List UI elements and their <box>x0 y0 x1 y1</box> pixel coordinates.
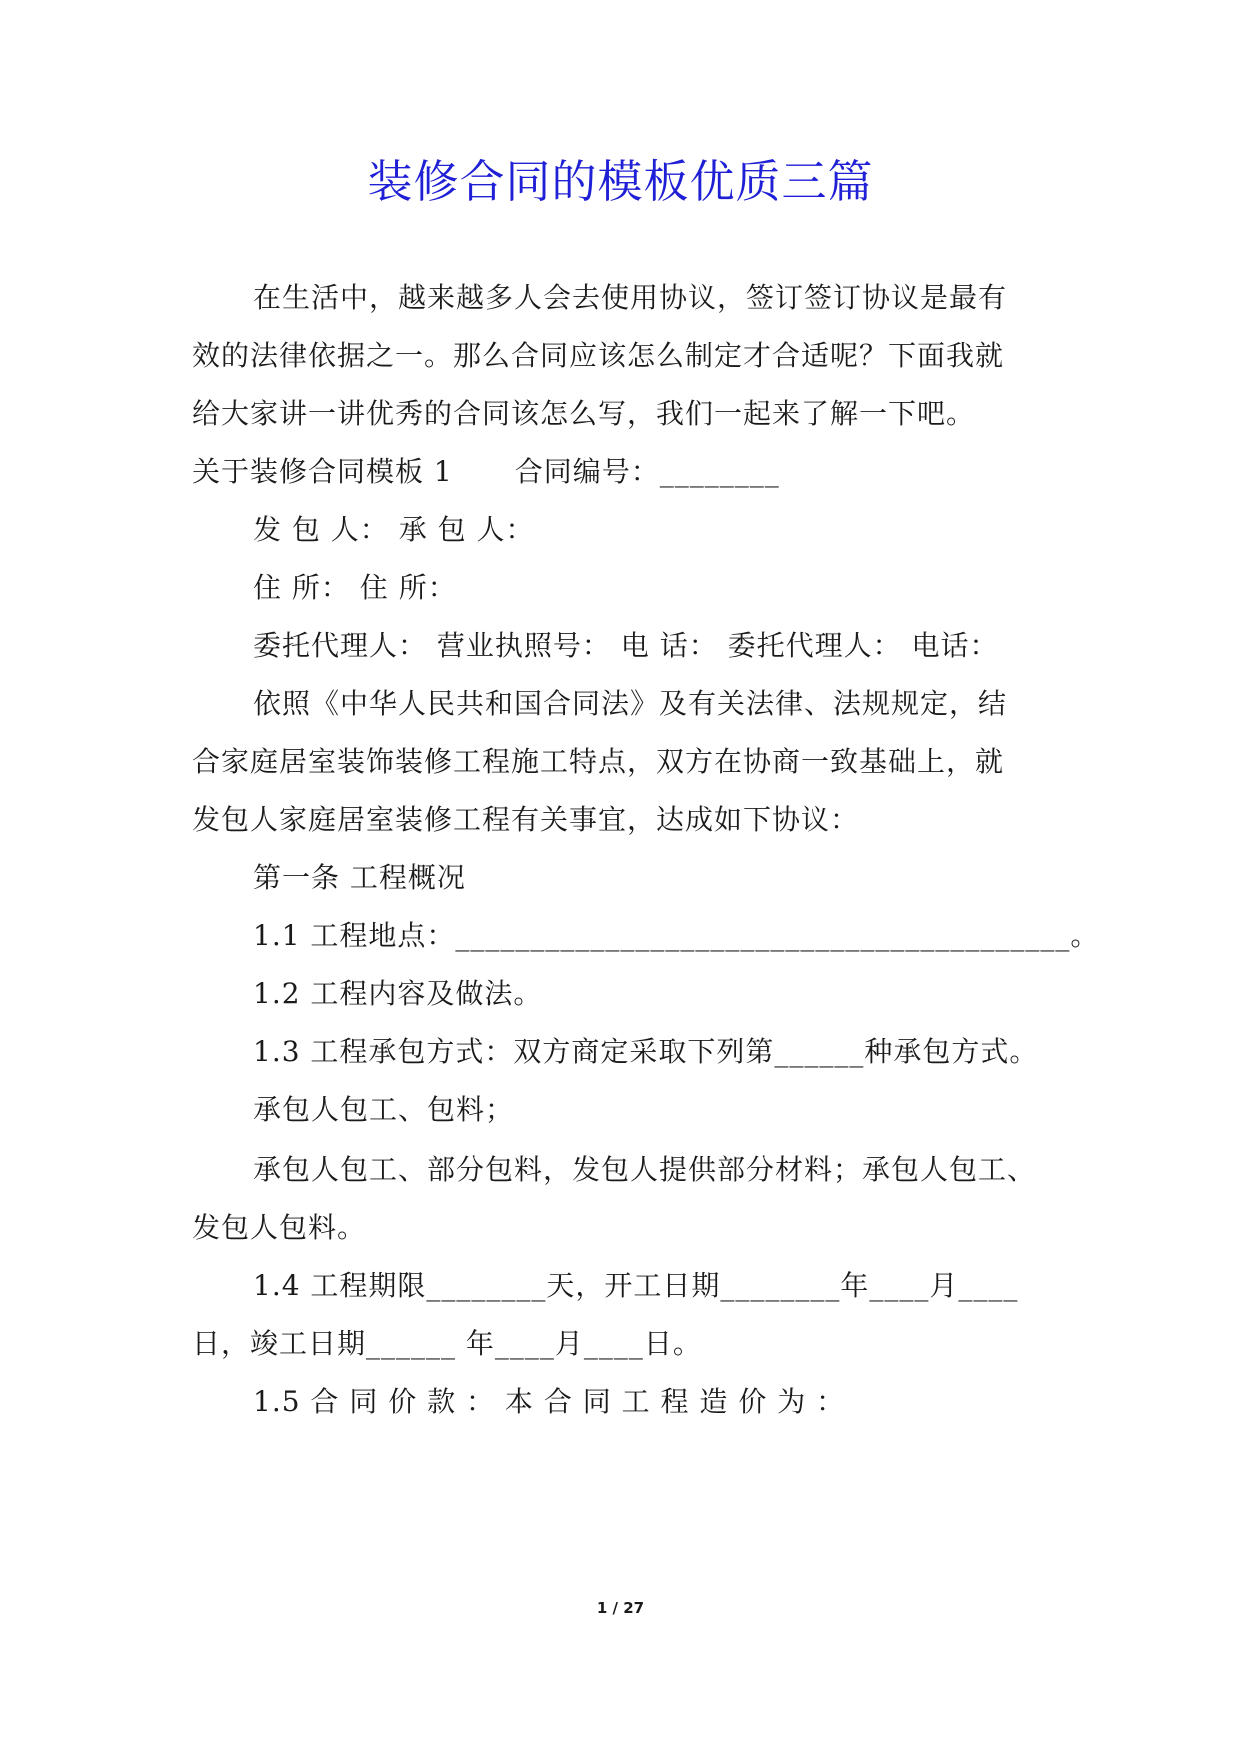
paragraph-line: 发包人家庭居室装修工程有关事宜，达成如下协议： <box>192 803 860 836</box>
contract-heading-line <box>192 452 1062 492</box>
clause-line: 承包人包工、部分包料，发包人提供部分材料；承包人包工、 <box>253 1153 1037 1186</box>
paragraph-line: 合家庭居室装饰装修工程施工特点，双方在协商一致基础上，就 <box>192 745 1005 778</box>
clause-line: 1.5 合 同 价 款 ： 本 合 同 工 程 造 价 为 ： <box>253 1385 846 1418</box>
paragraph-line: 效的法律依据之一。那么合同应该怎么制定才合适呢？下面我就 <box>192 339 1005 372</box>
page-number: 1 / 27 <box>596 1599 645 1617</box>
party-line: 发 包 人： 承 包 人： <box>253 513 535 546</box>
clause-line: 1.3 工程承包方式：双方商定采取下列第______种承包方式。 <box>253 1035 1039 1068</box>
clause-line: 1.1 工程地点：_________________________________________。 <box>253 919 1100 952</box>
clause-line: 1.2 工程内容及做法。 <box>253 977 543 1010</box>
contract-number: 合同编号：________ <box>514 455 780 488</box>
clause-line: 承包人包工、包料； <box>253 1093 515 1126</box>
paragraph-line: 在生活中，越来越多人会去使用协议，签订签订协议是最有 <box>253 281 1008 314</box>
clause-line: 1.4 工程期限________天，开工日期________年____月____ <box>253 1269 1019 1302</box>
agent-line: 委托代理人： 营业执照号： 电 话： 委托代理人： 电话： <box>253 629 999 662</box>
document-title: 装修合同的模板优质三篇 <box>367 155 874 208</box>
address-line: 住 所： 住 所： <box>253 571 457 604</box>
paragraph-line: 给大家讲一讲优秀的合同该怎么写，我们一起来了解一下吧。 <box>192 397 976 430</box>
article-heading: 第一条 工程概况 <box>253 861 466 894</box>
paragraph-line: 依照《中华人民共和国合同法》及有关法律、法规规定，结 <box>253 687 1008 720</box>
contract-heading: 关于装修合同模板 1 <box>192 455 453 488</box>
clause-line: 日，竣工日期______ 年____月____日。 <box>192 1327 702 1360</box>
clause-line: 发包人包料。 <box>192 1211 367 1244</box>
